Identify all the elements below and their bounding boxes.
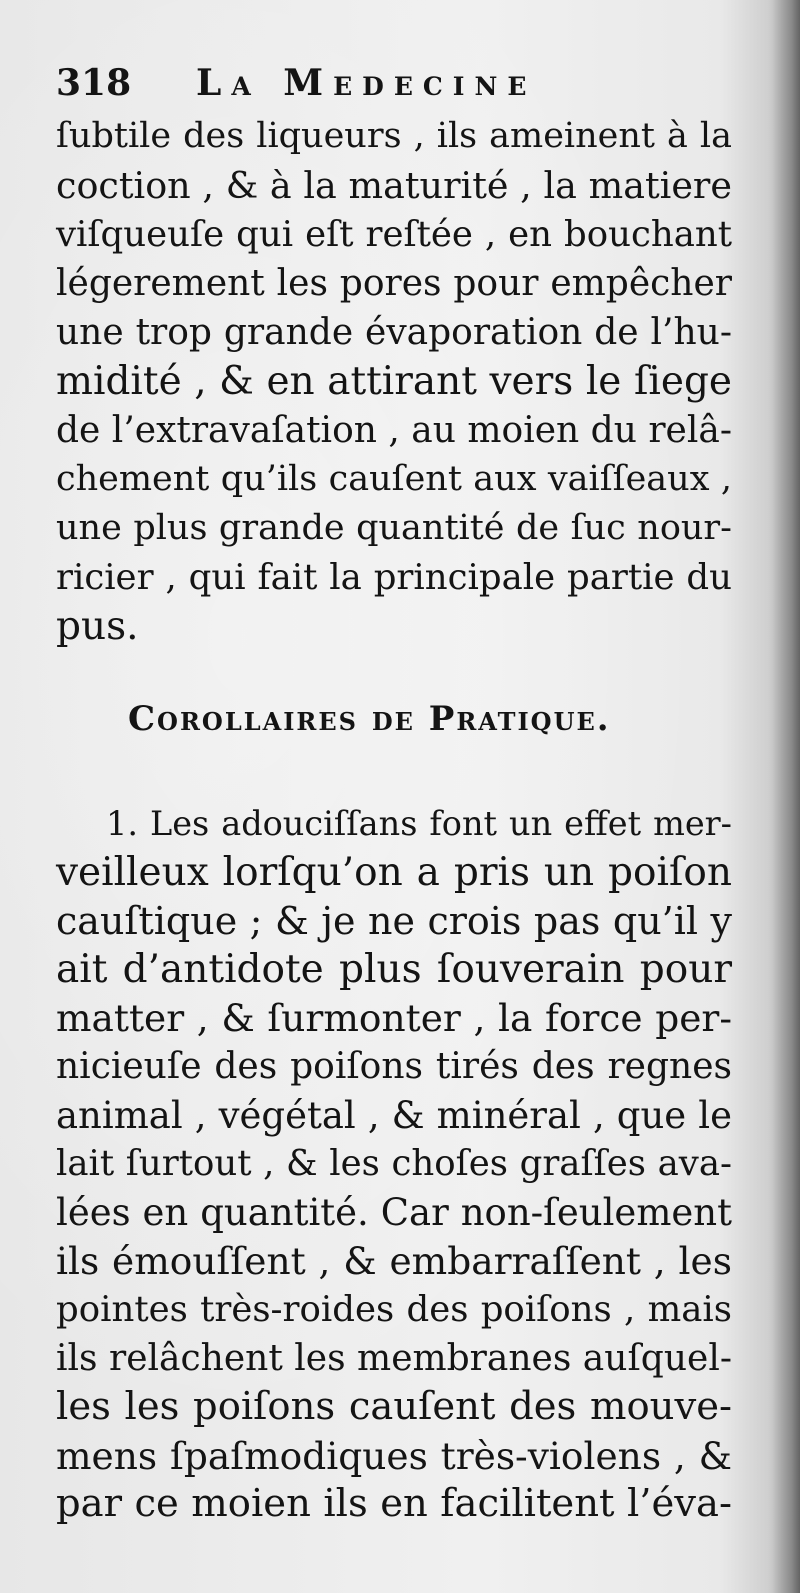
text-line: mens ſpaſmodiques très-violens , & [56,1433,732,1478]
text-line: veilleux lorſqu’on a pris un poiſon [56,849,732,895]
text-line: une trop grande évaporation de l’hu- [56,312,732,353]
text-line: lait ſurtout , & les choſes graſſes ava- [56,1143,732,1185]
text-line: légerement les pores pour empêcher [56,263,732,304]
text-line: midité , & en attirant vers le ſiege [56,359,732,404]
text-line: pus. [56,604,139,649]
text-line: cauſtique ; & je ne crois pas qu’il y [56,899,732,944]
text-line: pointes très-roides des poiſons , mais [56,1288,732,1330]
text-line: une plus grande quantité de ſuc nour- [56,508,732,548]
text-line: de l’extravaſation , au moien du relâ- [56,410,732,451]
page-number: 318 [56,62,132,104]
text-line: les les poiſons cauſent des mouve- [56,1384,732,1430]
text-line: ils émouſſent , & embarraſſent , les [56,1239,732,1284]
section-heading: Corollaires de Pratique. [128,699,611,739]
text-line: 1. Les adouciſſans font un effet mer- [106,804,732,843]
text-line: chement qu’ils cauſent aux vaiſſeaux , [56,459,732,499]
text-line: nicieuſe des poiſons tirés des regnes [56,1045,732,1087]
text-line: ſubtile des liqueurs , ils ameinent à la [56,116,732,156]
text-line: ait d’antidote plus ſouverain pour [56,946,732,992]
text-line: coction , & à la maturité , la matiere [56,164,732,207]
running-title: La Medecine [196,62,537,104]
text-line: animal , végétal , & minéral , que le [56,1093,732,1137]
text-line: lées en quantité. Car non-ſeulement [56,1190,732,1234]
paragraph-continuation [56,112,732,651]
text-line: ils relâchent les membranes auſquel- [56,1337,732,1379]
text-line: par ce moien ils en facilitent l’éva- [56,1481,732,1527]
paragraph-corollary-1 [56,800,732,1529]
text-line: viſqueuſe qui eſt reſtée , en bouchant [56,214,732,255]
text-line: matter , & ſurmonter , la force per- [56,996,732,1041]
running-head [56,62,736,110]
text-line: ricier , qui fait la principale partie du [56,557,732,598]
